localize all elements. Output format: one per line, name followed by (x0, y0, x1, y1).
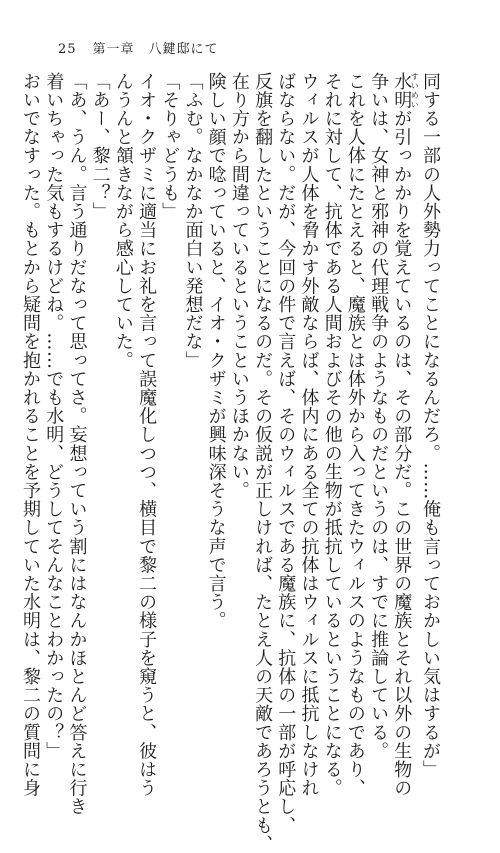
text-line: ばならない。だが、今回の件で言えば、そのウィルスである魔族に、抗体の一部が呼応し、 (275, 72, 297, 835)
text-line: 「あー、黎二？」 (89, 72, 111, 221)
text-line: 反旗を翻したということになるのだ。その仮説が正しければ、たとえ人の天敵であろうとも、 (252, 72, 274, 853)
text-line: ウィルスが人体を脅かす外敵ならば、体内にある全ての抗体はウィルスに抵抗しなけれ (298, 72, 320, 798)
text-line: 同する一部の人外勢力ってことになるんだろ。……俺も言っておかしい気はするが」 (420, 72, 441, 779)
chapter-title: 第一章 八鍵邸にて (92, 42, 219, 57)
text-line-ruby (390, 72, 420, 798)
text-line: 「ふむ。なかなか面白い発想だな」 (182, 72, 204, 370)
text-line: おいでなすった。もとから疑問を抱かれることを予期していた水明は、黎二の質問に身 (20, 72, 42, 798)
line-rest: が引っかかりを覚えているのは、その部分だ。この世界の魔族とそれ以外の生物の (391, 109, 413, 798)
text-line: んうんと頷きながら感心していた。 (112, 72, 134, 370)
ruby-reading: すいめい (410, 72, 420, 110)
text-line: 険しい顔で唸っていると、イオ・クザミが興味深そうな声で言う。 (205, 72, 227, 630)
ruby-base: 水明 (391, 72, 413, 110)
page-number: 25 (58, 42, 77, 57)
text-line: 在り方から間違っているというこというほかない。 (228, 72, 250, 500)
text-line: それに対して、抗体である人間およびその他の生物が抵抗しているということになる。 (321, 72, 343, 798)
text-line: 「あ、うん。言う通りだなって思ってさ。妄想っていう割にはなんかほとんど答えに行き (66, 72, 88, 816)
text-line: 争いは、女神と邪神の代理戦争のようなものだというのは、すでに推論している。 (368, 72, 390, 761)
running-header (58, 38, 219, 57)
text-line: これを人体にたとえると、魔族とは体外から入ってきたウィルスのようなものであり、 (344, 72, 366, 798)
text-line: 着いちゃった気もするけどね。……でも水明、どうしてそんなことわかったの？」 (43, 72, 65, 761)
ruby-word (391, 72, 420, 110)
text-line: 「そりゃどうも」 (159, 72, 181, 221)
text-line: イオ・クザミに適当にお礼を言って誤魔化しつつ、横目で黎二の様子を窺うと、彼はう (136, 72, 158, 798)
vertical-text-body (20, 72, 442, 853)
